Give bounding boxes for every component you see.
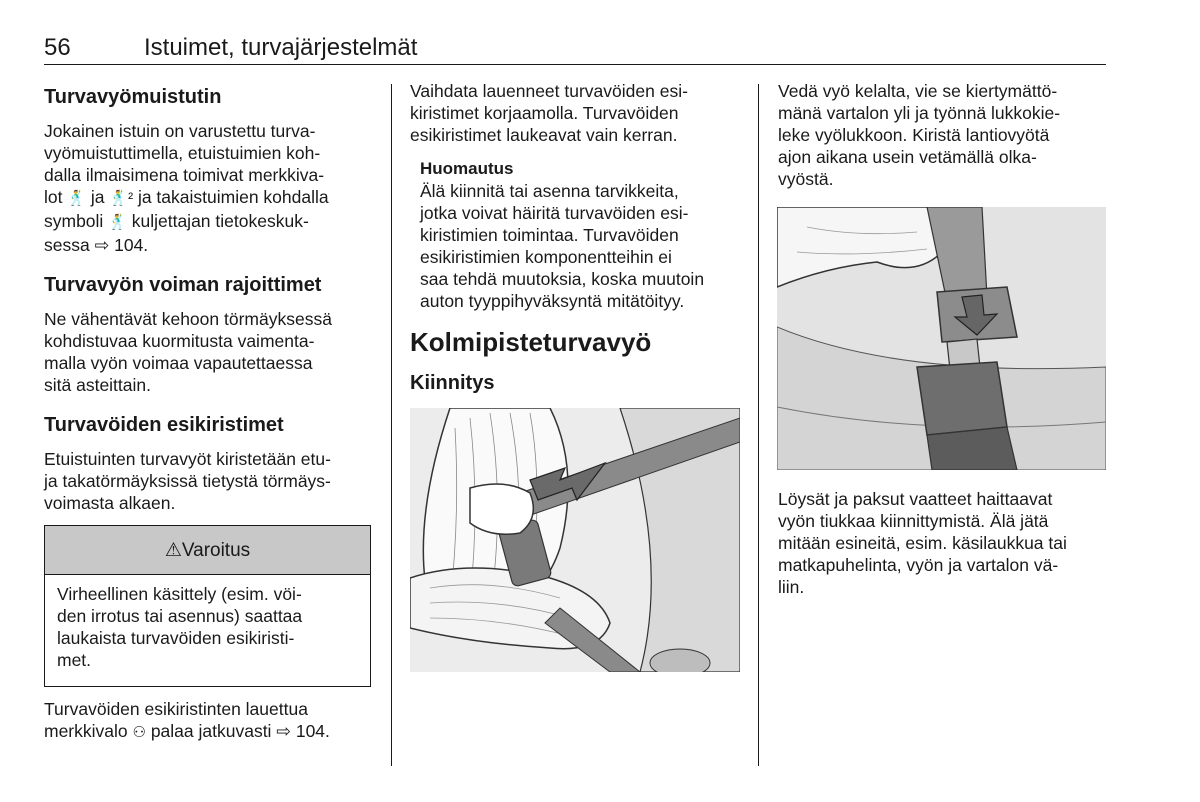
- text-line: ajon aikana usein vetämällä olka-: [778, 147, 1037, 167]
- fastening-illustration: [410, 408, 740, 672]
- column-divider-2: [758, 84, 759, 766]
- text-line: leke vyölukkoon. Kiristä lantiovyötä: [778, 125, 1050, 145]
- text-fragment: ja: [86, 187, 110, 207]
- warning-box: [44, 525, 371, 687]
- seatbelt-reminder-icon: 🕺: [108, 214, 127, 231]
- pretensioners-paragraph: [44, 448, 374, 514]
- buckle-illustration: [777, 207, 1106, 470]
- text-fragment: merkkivalo: [44, 721, 133, 741]
- limiters-paragraph: [44, 308, 374, 396]
- text-line: esikiristimet laukeavat vain kerran.: [410, 125, 678, 145]
- text-line: mänä vartalon yli ja työnnä lukkokie-: [778, 103, 1061, 123]
- text-line: Etuistuinten turvavyöt kiristetään etu-: [44, 449, 331, 469]
- seatbelt-reminder-2-icon: 🕺²: [109, 190, 134, 207]
- seatbelt-reminder-icon: 🕺: [67, 190, 87, 207]
- pretensioner-replacement-paragraph: [410, 80, 740, 146]
- column-divider-1: [391, 84, 392, 766]
- text-line: [44, 720, 374, 744]
- text-line: met.: [57, 650, 92, 670]
- text-line: voimasta alkaen.: [44, 493, 176, 513]
- text-line: Vedä vyö kelalta, vie se kiertymättö-: [778, 81, 1058, 101]
- text-line: dalla ilmaisimena toimivat merkkiva-: [44, 165, 325, 185]
- page-number: 56: [44, 34, 71, 61]
- page-title: Istuimet, turvajärjestelmät: [144, 34, 418, 61]
- text-line: vyömuistuttimella, etuistuimien koh-: [44, 143, 321, 163]
- text-line: Virheellinen käsittely (esim. vöi-: [57, 584, 302, 604]
- text-fragment: ja takaistuimien kohdalla: [133, 187, 329, 207]
- text-fragment: kuljettajan tietokeskuk-: [126, 211, 309, 231]
- text-line: Vaihdata lauenneet turvavöiden esi-: [410, 81, 688, 101]
- text-fragment: lot: [44, 187, 68, 207]
- airbag-warning-icon: ⚇: [132, 724, 146, 741]
- column-1: [44, 80, 374, 514]
- warning-body: [45, 575, 370, 671]
- fastening-instructions-paragraph: [778, 80, 1106, 190]
- text-fragment: palaa jatkuvasti ⇨ 104.: [145, 721, 330, 741]
- text-line: mitään esineitä, esim. käsilaukkua tai: [778, 533, 1067, 553]
- heading-reminder: Turvavyömuistutin: [44, 86, 222, 108]
- warning-title: ⚠Varoitus: [45, 526, 370, 575]
- text-line: esikiristimien komponentteihin ei: [420, 247, 672, 267]
- text-fragment: symboli: [44, 211, 109, 231]
- text-line: den irrotus tai asennus) saattaa: [57, 606, 303, 626]
- reminder-paragraph: [44, 120, 374, 256]
- text-line: jotka voivat häiritä turvavöiden esi-: [420, 203, 689, 223]
- after-warning-paragraph: [44, 698, 374, 744]
- heading-three-point-belt: Kolmipisteturvavyö: [410, 327, 652, 357]
- text-line: Löysät ja paksut vaatteet haittaavat: [778, 489, 1053, 509]
- heading-pretensioners: Turvavöiden esikiristimet: [44, 414, 284, 436]
- buckle-illustration-svg: [777, 207, 1106, 470]
- text-line: kohdistuvaa kuormitusta vaimenta-: [44, 331, 315, 351]
- text-line: Turvavöiden esikiristinten lauettua: [44, 699, 308, 719]
- text-line: auton tyyppihyväksyntä mitätöityy.: [420, 291, 685, 311]
- page-header: [44, 30, 1106, 62]
- text-line: ja takatörmäyksissä tietystä törmäys-: [44, 471, 331, 491]
- clothing-advice-paragraph: [778, 488, 1108, 598]
- text-line: vyöstä.: [778, 169, 834, 189]
- column-3: [778, 80, 1106, 190]
- text-line: [44, 210, 374, 234]
- note-block: [410, 158, 740, 312]
- text-line: kiristimet korjaamolla. Turvavöiden: [410, 103, 679, 123]
- text-line: Jokainen istuin on varustettu turva-: [44, 121, 316, 141]
- text-line: saa tehdä muutoksia, koska muutoin: [420, 269, 705, 289]
- text-line: malla vyön voimaa vapautettaessa: [44, 353, 313, 373]
- text-line: laukaista turvavöiden esikiristi-: [57, 628, 295, 648]
- heading-fastening: Kiinnitys: [410, 372, 495, 394]
- text-line: Älä kiinnitä tai asenna tarvikkeita,: [420, 181, 679, 201]
- column-2: [410, 80, 740, 396]
- fastening-illustration-svg: [410, 408, 740, 672]
- text-line: sessa ⇨ 104.: [44, 235, 149, 255]
- text-line: vyön tiukkaa kiinnittymistä. Älä jätä: [778, 511, 1049, 531]
- text-line: sitä asteittain.: [44, 375, 151, 395]
- heading-limiters: Turvavyön voiman rajoittimet: [44, 274, 322, 296]
- text-line: Ne vähentävät kehoon törmäyksessä: [44, 309, 332, 329]
- header-rule: [44, 64, 1106, 65]
- text-line: matkapuhelinta, vyön ja vartalon vä-: [778, 555, 1059, 575]
- text-line: liin.: [778, 577, 805, 597]
- note-title: Huomautus: [420, 159, 514, 178]
- text-line: [44, 186, 374, 210]
- text-line: kiristimien toimintaa. Turvavöiden: [420, 225, 679, 245]
